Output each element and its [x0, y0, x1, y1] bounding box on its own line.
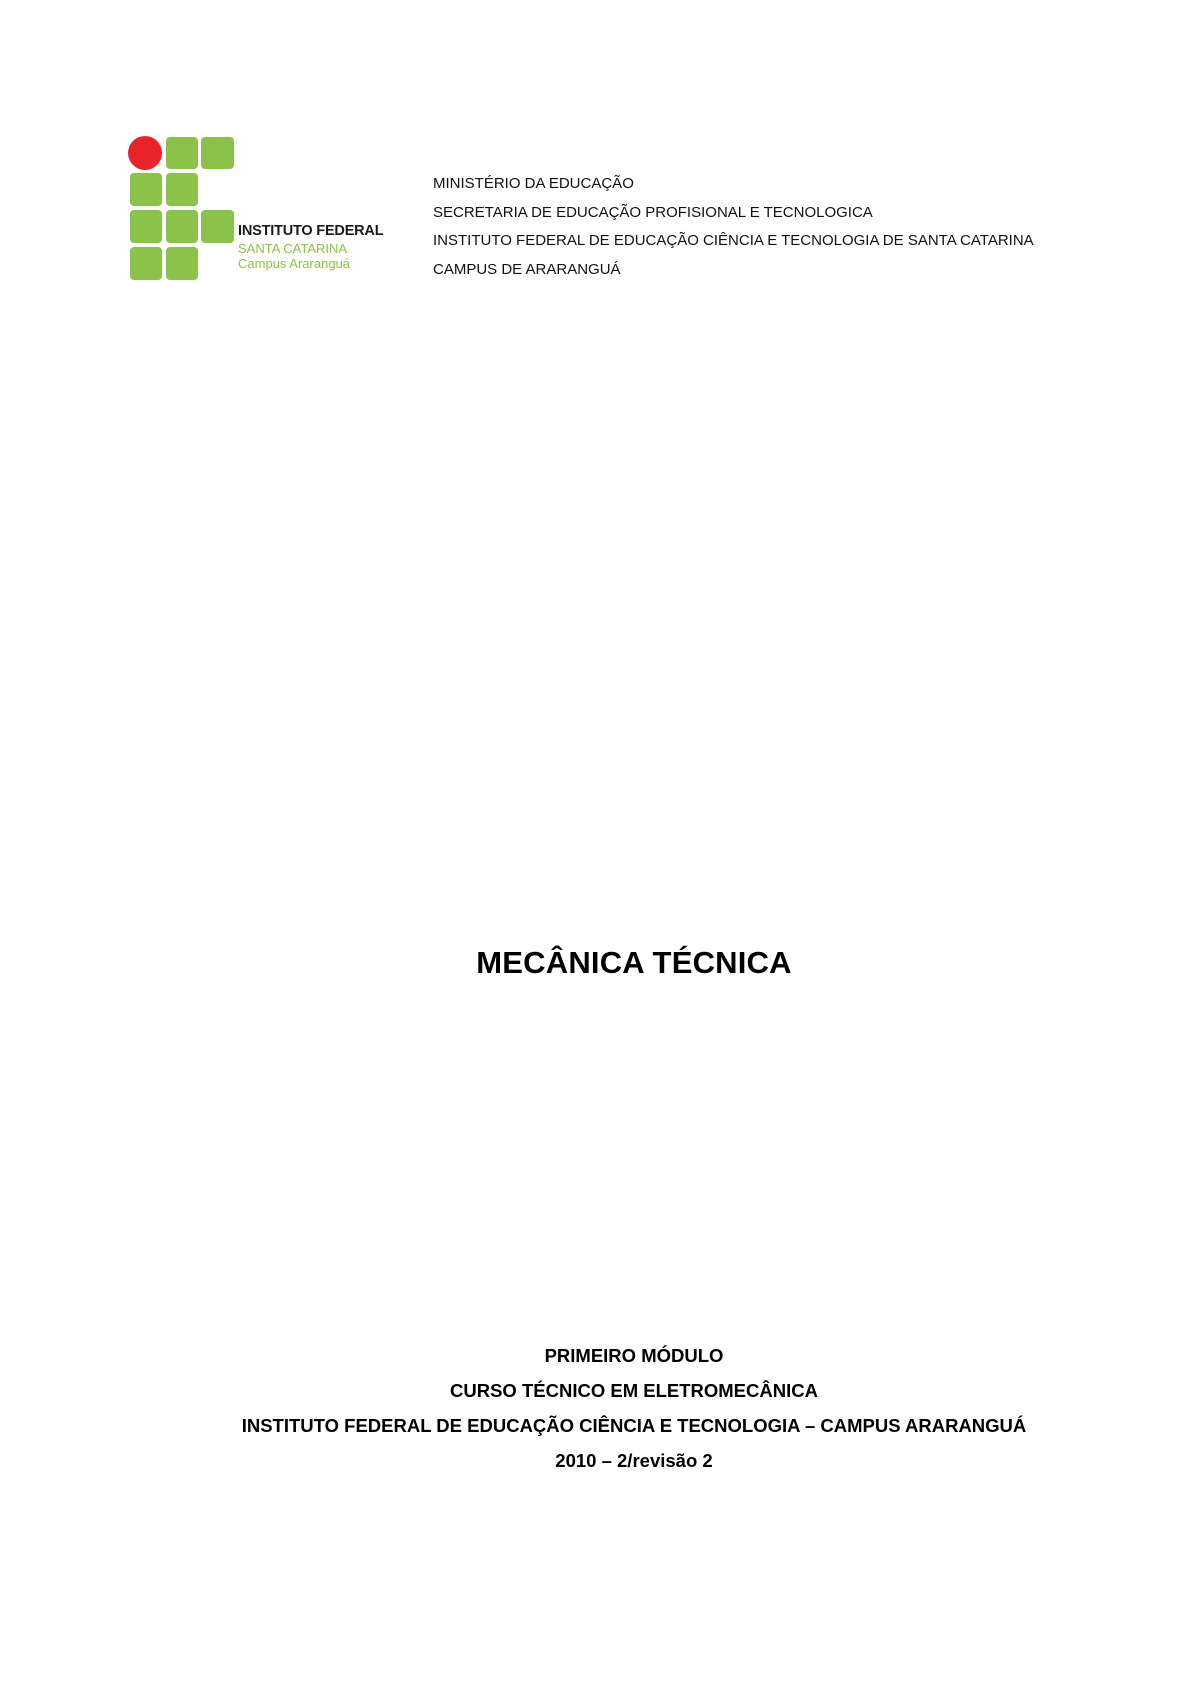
logo-square — [130, 247, 162, 280]
document-title: MECÂNICA TÉCNICA — [476, 945, 792, 980]
cover-footer — [0, 1338, 1200, 1478]
logo-campus: Campus Araranguá — [238, 255, 351, 271]
header-line-institute: INSTITUTO FEDERAL DE EDUCAÇÃO CIÊNCIA E TECNOLOGIA DE SANTA CATARINA — [433, 232, 1034, 249]
logo-square — [166, 210, 198, 243]
footer-module: PRIMEIRO MÓDULO — [544, 1345, 724, 1366]
logo-mark-icon — [128, 136, 238, 284]
footer-course: CURSO TÉCNICO EM ELETROMECÂNICA — [450, 1380, 818, 1401]
logo-square — [201, 137, 234, 169]
header-line-ministry: MINISTÉRIO DA EDUCAÇÃO — [433, 175, 634, 192]
logo-square — [130, 173, 162, 206]
logo-red-dot — [128, 136, 162, 170]
footer-institution: INSTITUTO FEDERAL DE EDUCAÇÃO CIÊNCIA E TECNOLOGIA – CAMPUS ARARANGUÁ — [241, 1415, 1027, 1436]
logo-state: SANTA CATARINA — [238, 240, 348, 256]
logo-square — [166, 247, 198, 280]
logo-square — [166, 173, 198, 206]
logo-square — [166, 137, 198, 169]
institution-header — [433, 170, 1034, 284]
institute-logo — [128, 136, 388, 284]
header-line-campus: CAMPUS DE ARARANGUÁ — [433, 260, 621, 278]
logo-square — [130, 210, 162, 243]
logo-wordmark — [238, 224, 383, 270]
header-line-secretariat: SECRETARIA DE EDUCAÇÃO PROFISIONAL E TECNOLOGICA — [433, 203, 873, 221]
logo-name: INSTITUTO FEDERAL — [238, 223, 384, 239]
logo-square — [201, 210, 234, 243]
footer-edition: 2010 – 2/revisão 2 — [555, 1450, 713, 1471]
